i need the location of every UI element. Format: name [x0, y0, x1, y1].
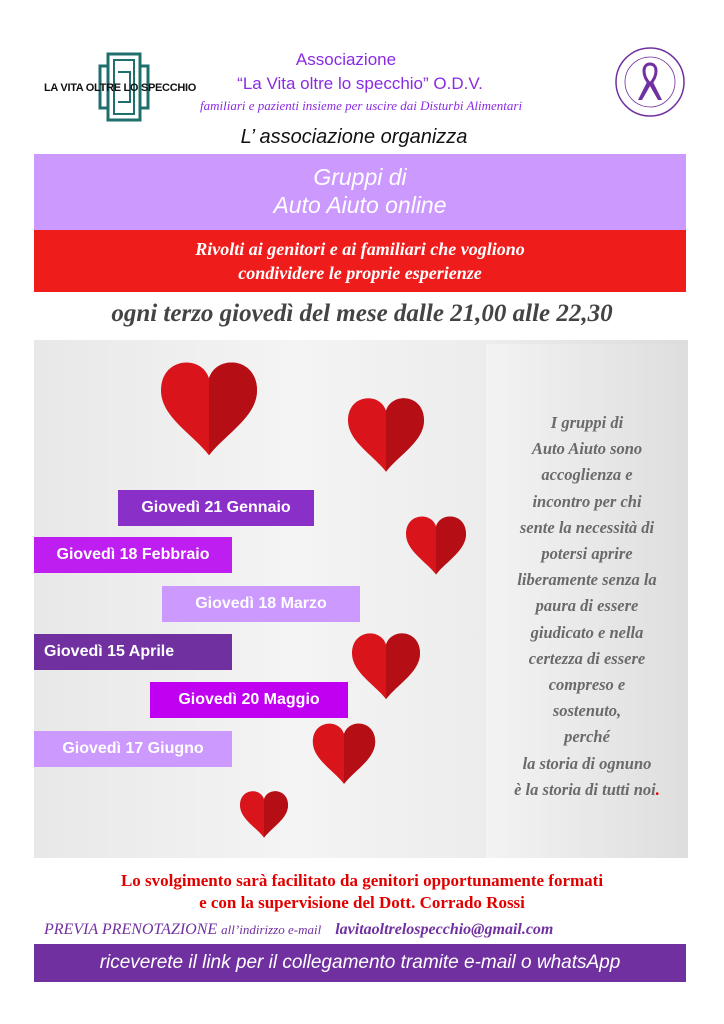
date-label-giugno: Giovedì 17 Giugno: [34, 731, 232, 767]
heart-2: [348, 398, 424, 471]
booking-label: PREVIA PRENOTAZIONE: [44, 921, 218, 938]
date-label-marzo: Giovedì 18 Marzo: [162, 586, 360, 622]
association-title: Associazione: [295, 50, 397, 69]
date-label-febbraio: Giovedì 18 Febbraio: [34, 537, 232, 573]
quote-line: accoglienza e: [541, 465, 633, 485]
quote-line: potersi aprire: [541, 544, 633, 564]
booking-email-link[interactable]: lavitaoltrelospecchio@gmail.com: [335, 921, 554, 938]
audience-line2: condividere le proprie esperienze: [238, 263, 482, 283]
organizes-heading: L’ associazione organizza: [240, 126, 468, 148]
quote-line: I gruppi di: [550, 413, 624, 432]
link-info-text: riceverete il link per il collegamento tramite e-mail o whatsApp: [99, 952, 621, 973]
heart-1: [161, 362, 257, 455]
heart-5: [313, 724, 375, 784]
quote-line: sostenuto,: [552, 701, 622, 721]
self-help-quote: [486, 410, 688, 803]
audience-line1: Rivolti ai genitori e ai familiari che vogliono: [195, 239, 525, 259]
heart-4: [352, 633, 420, 699]
quote-line: incontro per chi: [532, 491, 642, 511]
banner-title-line1: Gruppi di: [313, 164, 407, 190]
quote-line: liberamente senza la: [517, 570, 657, 590]
facilitators-line1: Lo svolgimento sarà facilitato da genitori opportunamente formati: [120, 871, 604, 890]
date-label-aprile: Giovedì 15 Aprile: [34, 634, 232, 670]
quote-line: la storia di ognuno: [522, 753, 652, 773]
quote-line: compreso e: [548, 675, 626, 695]
audience-banner: [34, 230, 686, 292]
quote-line-final: è la storia di tutti noi.: [514, 779, 660, 799]
quote-line: giudicato e nella: [530, 622, 644, 642]
schedule-text: ogni terzo giovedì del mese dalle 21,00 alle 22,30: [111, 300, 613, 327]
quote-final-dot: .: [655, 779, 660, 799]
association-tagline: familiari e pazienti insieme per uscire dai Disturbi Alimentari: [200, 98, 523, 113]
quote-line: Auto Aiuto sono: [531, 439, 643, 459]
coordinamento-seal: [614, 46, 686, 118]
quote-line: paura di essere: [535, 596, 639, 616]
banner-title-line2: Auto Aiuto online: [273, 192, 447, 218]
heart-6: [240, 791, 288, 837]
booking-email-label: all’indirizzo e-mail: [221, 922, 322, 937]
logo-text: LA VITA OLTRE LO SPECCHIO: [44, 82, 197, 94]
awareness-ribbon-seal-icon: [614, 46, 686, 118]
heart-3: [406, 517, 466, 575]
date-label-gennaio: Giovedì 21 Gennaio: [118, 490, 314, 526]
title-banner: [34, 154, 686, 230]
link-info-bar: [34, 944, 686, 982]
facilitators-line2: e con la supervisione del Dott. Corrado Rossi: [199, 893, 525, 912]
facilitators-note: [0, 870, 724, 914]
booking-line: [44, 921, 553, 939]
quote-line: certezza di essere: [528, 648, 646, 668]
quote-line: perché: [564, 727, 610, 747]
association-name: “La Vita oltre lo specchio” O.D.V.: [237, 74, 483, 93]
quote-line: sente la necessità di: [519, 517, 655, 537]
date-label-maggio: Giovedì 20 Maggio: [150, 682, 348, 718]
